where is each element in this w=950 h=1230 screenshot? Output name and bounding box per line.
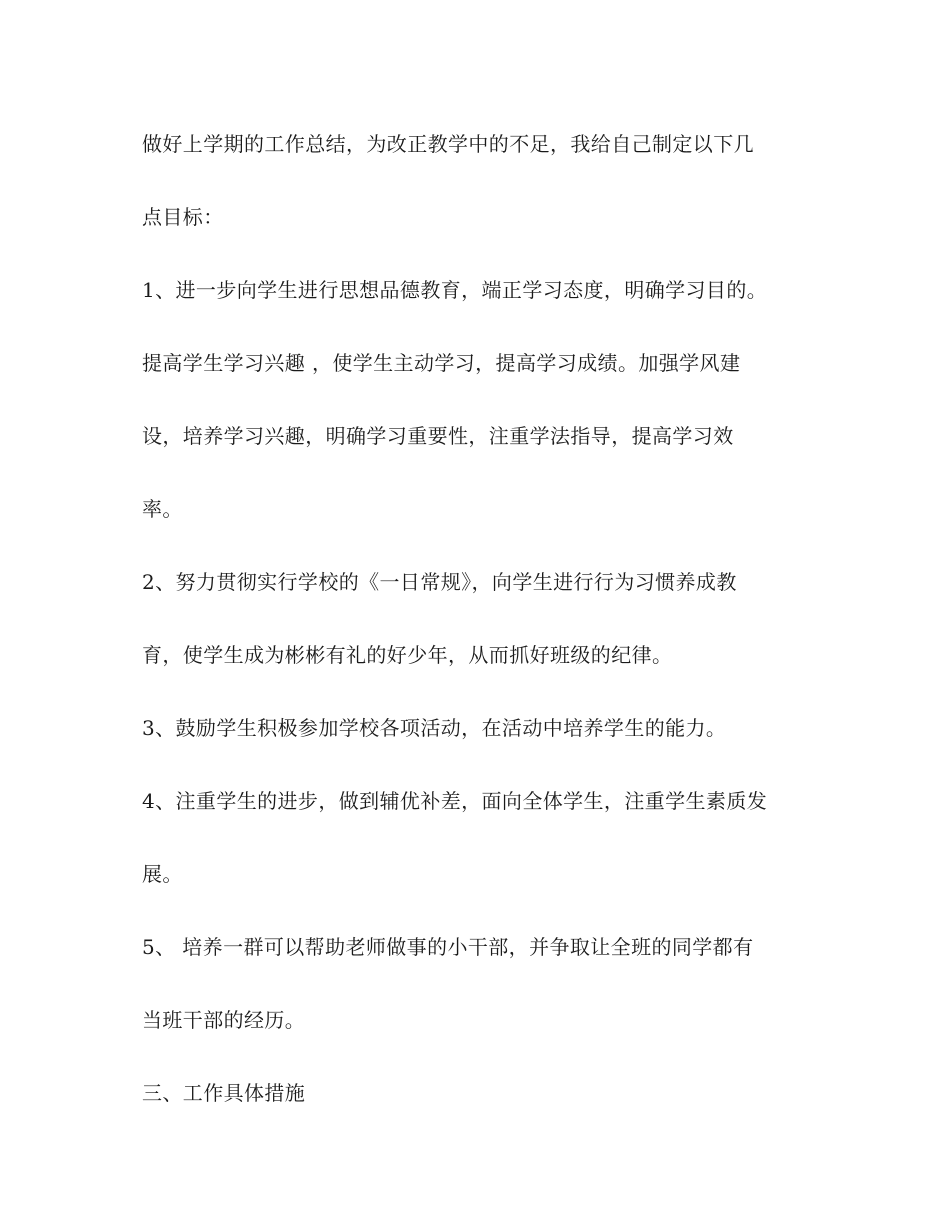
goal-4-line-2: 展。 <box>142 862 183 886</box>
goal-1-line-4: 率。 <box>142 497 183 521</box>
goal-1-line-2: 提高学生学习兴趣 ，使学生主动学习，提高学习成绩。加强学风建 <box>142 351 741 375</box>
goal-1-line-1: 1、进一步向学生进行思想品德教育，端正学习态度，明确学习目的。 <box>142 278 768 302</box>
section-heading-measures: 三、工作具体措施 <box>142 1081 306 1105</box>
goal-4-line-1: 4、注重学生的进步，做到辅优补差，面向全体学生，注重学生素质发 <box>142 789 768 813</box>
goal-3-line-1: 3、鼓励学生积极参加学校各项活动，在活动中培养学生的能力。 <box>142 716 727 740</box>
goal-5-line-2: 当班干部的经历。 <box>142 1008 306 1032</box>
paragraph-intro-line-2: 点目标： <box>142 205 224 229</box>
goal-5-line-1: 5、 培养一群可以帮助老师做事的小干部，并争取让全班的同学都有 <box>142 935 754 959</box>
paragraph-intro-line-1: 做好上学期的工作总结，为改正教学中的不足，我给自己制定以下几 <box>142 132 754 156</box>
goal-2-line-2: 育，使学生成为彬彬有礼的好少年，从而抓好班级的纪律。 <box>142 643 673 667</box>
goal-2-line-1: 2、努力贯彻实行学校的《一日常规》，向学生进行行为习惯养成教 <box>142 570 737 594</box>
goal-1-line-3: 设，培养学习兴趣，明确学习重要性，注重学法指导，提高学习效 <box>142 424 734 448</box>
